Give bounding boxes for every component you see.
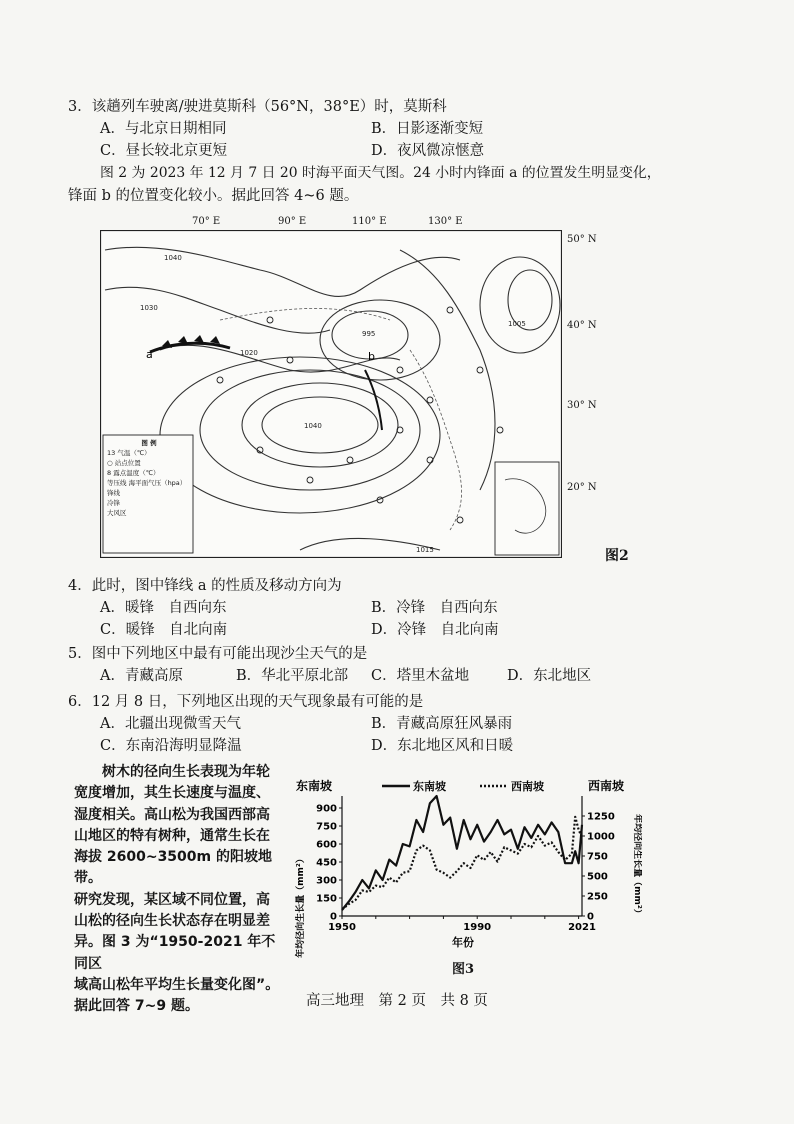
q3-option-d: D．夜风微凉惬意: [371, 143, 485, 159]
map-legend: [107, 438, 191, 518]
y-left-tick-label: 900: [316, 803, 337, 815]
legend-title: 图 例: [141, 439, 157, 447]
y-left-tick-label: 600: [316, 839, 337, 851]
y-left-tick-label: 150: [316, 893, 337, 905]
passage-line: 据此回答 7~9 题。: [74, 998, 199, 1015]
y-left-tick-label: 0: [330, 911, 337, 923]
chart-right-title: 西南坡: [588, 779, 625, 793]
passage-line: 异。图 3 为“1950-2021 年不同区: [74, 934, 276, 972]
legend-item-front: 锋线: [107, 489, 120, 497]
passage-line: 树木的径向生长表现为年轮: [102, 764, 270, 780]
front-b-label: b: [368, 350, 375, 363]
svg-text:1015: 1015: [416, 546, 434, 554]
passage-7-9: [74, 762, 284, 1018]
q6-stem: 6．12 月 8 日，下列地区出现的天气现象最有可能的是: [68, 694, 424, 710]
legend-label-southeast: 东南坡: [413, 780, 446, 793]
legend-item-isobar: 等压线 海平面气压（hpa）: [107, 479, 187, 487]
svg-text:1040: 1040: [164, 254, 182, 262]
lat-label-30: 30° N: [567, 400, 597, 411]
lon-label-110: 110° E: [352, 216, 387, 227]
q6-option-a: A．北疆出现微雪天气: [100, 716, 241, 732]
y-left-tick-label: 750: [316, 821, 337, 833]
figure-2-caption: 图2: [605, 548, 629, 564]
chart-xlabel: 年份: [452, 936, 474, 949]
y-right-tick-label: 500: [587, 871, 608, 883]
q4-option-a: A．暖锋 自西向东: [100, 600, 227, 616]
series-line-southeast: [342, 796, 582, 910]
legend-item-dewpoint: 8 露点温度（℃）: [107, 469, 160, 477]
passage-line: 研究发现，某区域不同位置，高: [74, 891, 270, 908]
passage-line: 域高山松年平均生长量变化图”。: [74, 976, 280, 993]
q3-option-a: A．与北京日期相同: [100, 121, 227, 137]
q4-stem: 4．此时，图中锋线 a 的性质及移动方向为: [68, 578, 342, 594]
lat-label-50: 50° N: [567, 234, 597, 245]
svg-text:1005: 1005: [508, 320, 526, 328]
front-a-label: a: [146, 348, 153, 361]
lat-label-20: 20° N: [567, 482, 597, 493]
chart-ylabel-right: 年均径向生长量（mm²）: [632, 814, 642, 918]
y-right-tick-label: 250: [587, 891, 608, 903]
q6-option-c: C．东南沿海明显降温: [100, 738, 242, 754]
page-footer: 高三地理 第 2 页 共 8 页: [306, 993, 488, 1009]
chart-left-title: 东南坡: [296, 779, 333, 793]
svg-text:1020: 1020: [240, 349, 258, 357]
legend-item-station: ○ 站点位置: [107, 459, 141, 467]
q6-option-b: B．青藏高原狂风暴雨: [371, 716, 513, 732]
q6-option-d: D．东北地区风和日暖: [371, 738, 514, 754]
lon-label-70: 70° E: [192, 216, 221, 227]
x-tick-label: 1950: [328, 922, 356, 933]
q3-option-b: B．日影逐渐变短: [371, 121, 484, 137]
chart-plot-area: [316, 796, 615, 933]
passage-line: 山松的径向生长状态存在明显差: [74, 913, 270, 930]
q5-option-b: B．华北平原北部: [236, 668, 349, 684]
q4-option-c: C．暖锋 自北向南: [100, 622, 228, 638]
q5-stem: 5．图中下列地区中最有可能出现沙尘天气的是: [68, 646, 368, 662]
intro-line-1: 图 2 为 2023 年 12 月 7 日 20 时海平面天气图。24 小时内锋面 a 的位置发生明显变化，: [100, 165, 661, 181]
q3-option-c: C．昼长较北京更短: [100, 143, 228, 159]
q4-option-d: D．冷锋 自北向南: [371, 622, 499, 638]
chart-ylabel-left: 年均径向生长量（mm²）: [296, 854, 306, 958]
svg-text:1040: 1040: [304, 422, 322, 430]
figure-3-caption: 图3: [452, 962, 475, 977]
y-left-tick-label: 450: [316, 857, 337, 869]
lat-label-40: 40° N: [567, 320, 597, 331]
y-right-tick-label: 1250: [587, 811, 615, 823]
intro-line-2: 锋面 b 的位置变化较小。据此回答 4~6 题。: [68, 188, 359, 204]
y-left-tick-label: 300: [316, 875, 337, 887]
x-tick-label: 1990: [463, 922, 492, 933]
y-right-tick-label: 1000: [587, 831, 615, 843]
svg-text:1030: 1030: [140, 304, 158, 312]
legend-item-temperature: 13 气温（℃）: [107, 449, 151, 457]
passage-line: 海拔 2600~3500m 的阳坡地带。: [74, 849, 272, 887]
q3-stem: 3．该趟列车驶离/驶进莫斯科（56°N，38°E）时，莫斯科: [68, 99, 447, 115]
q4-option-b: B．冷锋 自西向东: [371, 600, 498, 616]
lon-label-90: 90° E: [278, 216, 307, 227]
q5-option-c: C．塔里木盆地: [371, 668, 470, 684]
q5-option-d: D．东北地区: [507, 668, 592, 684]
y-right-tick-label: 0: [587, 911, 594, 923]
passage-line: 山地区的特有树种，通常生长在: [74, 827, 270, 844]
passage-line: 湿度相关。高山松为我国西部高: [74, 806, 270, 823]
q5-option-a: A．青藏高原: [100, 668, 183, 684]
y-right-tick-label: 750: [587, 851, 608, 863]
passage-line: 宽度增加，其生长速度与温度、: [74, 785, 270, 802]
lon-label-130: 130° E: [428, 216, 463, 227]
legend-item-wind-zone: 大风区: [107, 509, 127, 517]
x-tick-label: 2021: [568, 922, 596, 933]
legend-label-southwest: 西南坡: [511, 780, 544, 793]
legend-item-cold-front: 冷锋: [107, 499, 120, 507]
growth-chart: [292, 776, 642, 981]
svg-text:995: 995: [362, 330, 376, 338]
